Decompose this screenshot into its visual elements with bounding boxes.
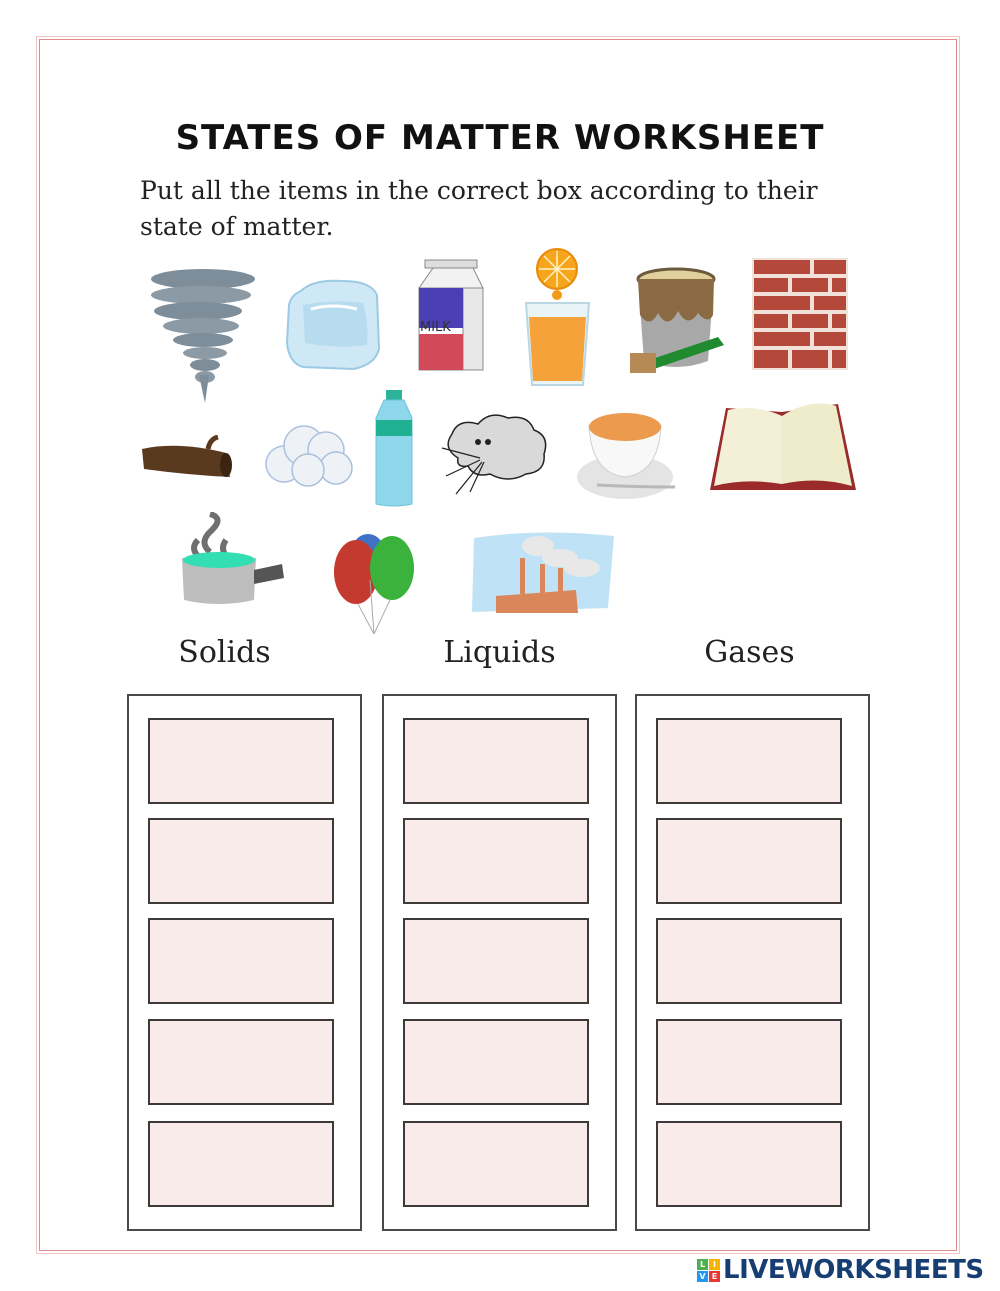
item-book-icon[interactable] [706,398,858,493]
gases-drop-slot-1[interactable] [656,718,842,804]
liquids-drop-slot-5[interactable] [403,1121,589,1207]
worksheet-instructions: Put all the items in the correct box according to their state of matter. [140,176,818,241]
item-tea-cup-icon[interactable] [575,403,680,503]
item-steaming-pot-icon[interactable] [178,512,286,610]
item-tornado-icon[interactable] [143,265,265,405]
column-label-solids: Solids [178,635,271,670]
item-paint-bucket-icon[interactable] [628,265,728,380]
column-label-gases: Gases [704,635,795,670]
liveworksheets-brand [697,1253,984,1287]
worksheet-title: STATES OF MATTER WORKSHEET [175,118,825,158]
liquids-drop-slot-3[interactable] [403,918,589,1004]
solids-drop-slot-2[interactable] [148,818,334,904]
solids-drop-column [127,694,362,1231]
milk-label: MILK [420,320,451,335]
brand-name: LIVEWORKSHEETS [723,1255,984,1285]
item-milk-carton-icon[interactable] [415,258,487,373]
item-factory-smoke-icon[interactable] [468,528,618,613]
liquids-drop-slot-4[interactable] [403,1019,589,1105]
item-wind-cloud-icon[interactable] [438,408,550,496]
solids-drop-slot-3[interactable] [148,918,334,1004]
solids-drop-slot-4[interactable] [148,1019,334,1105]
solids-drop-slot-5[interactable] [148,1121,334,1207]
item-ice-cube-icon[interactable] [283,273,383,373]
gases-drop-slot-5[interactable] [656,1121,842,1207]
gases-drop-slot-3[interactable] [656,918,842,1004]
item-orange-juice-icon[interactable] [520,245,595,390]
gases-drop-slot-2[interactable] [656,818,842,904]
gases-drop-slot-4[interactable] [656,1019,842,1105]
column-label-liquids: Liquids [443,635,556,670]
liveworksheets-logo-icon: L I V E [697,1259,720,1282]
gases-drop-column [635,694,870,1231]
item-log-icon[interactable] [138,435,234,483]
solids-drop-slot-1[interactable] [148,718,334,804]
liquids-drop-slot-1[interactable] [403,718,589,804]
liquids-drop-column [382,694,617,1231]
item-brick-wall-icon[interactable] [752,258,848,370]
liquids-drop-slot-2[interactable] [403,818,589,904]
item-balloons-icon[interactable] [330,530,418,635]
item-cloud-icon[interactable] [262,420,354,488]
item-water-bottle-icon[interactable] [372,388,416,508]
